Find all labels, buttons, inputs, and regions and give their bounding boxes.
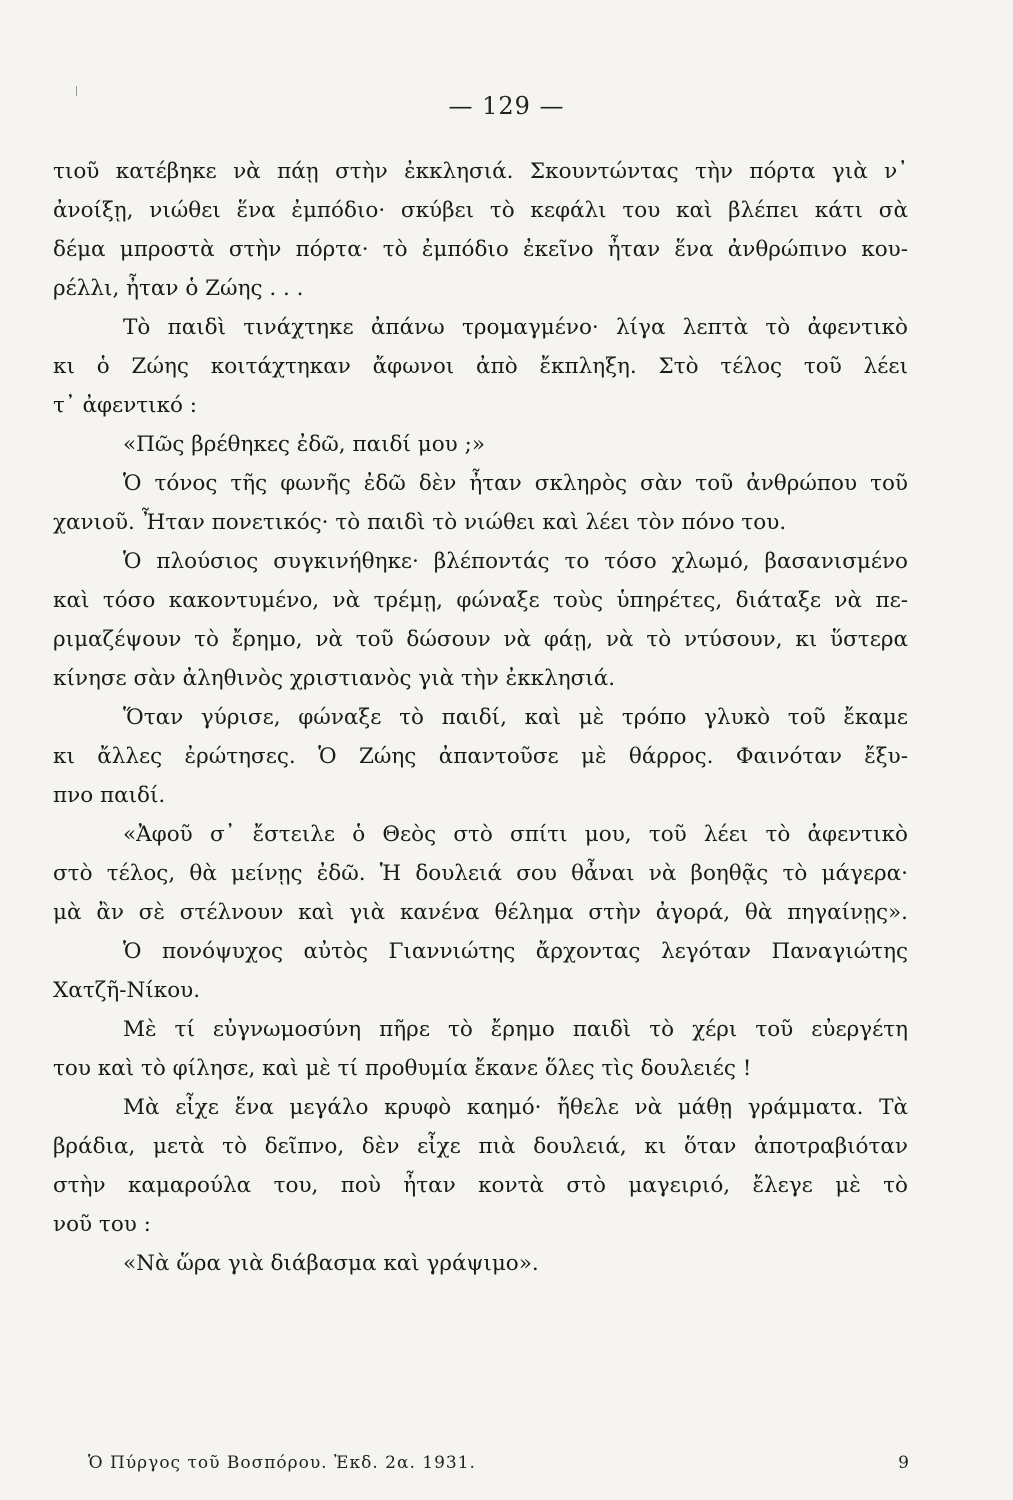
text-line: χανιοῦ. Ἦταν πονετικός· τὸ παιδὶ τὸ νιώθει καὶ λέει τὸν πόνο του.: [53, 510, 787, 535]
text-line: στὸ τέλος, θὰ μείνῃς ἐδῶ. Ἡ δουλειά σου θἆναι νὰ βοηθᾷς τὸ μάγερα·: [53, 861, 908, 886]
text-line: πνο παιδί.: [53, 783, 166, 808]
signature-mark: 9: [898, 1453, 910, 1473]
text-line: Ὁ πονόψυχος αὐτὸς Γιαννιώτης ἄρχοντας λεγόταν Παναγιώτης: [123, 939, 908, 964]
text-line: τιοῦ κατέβηκε νὰ πάῃ στὴν ἐκκλησιά. Σκουντώντας τὴν πόρτα γιὰ ν᾿: [53, 159, 908, 184]
text-line: κίνησε σὰν ἀληθινὸς χριστιανὸς γιὰ τὴν ἐκκλησιά.: [53, 666, 616, 691]
text-line: Τὸ παιδὶ τινάχτηκε ἀπάνω τρομαγμένο· λίγα λεπτὰ τὸ ἀφεντικὸ: [123, 315, 908, 340]
text-line: «Νὰ ὥρα γιὰ διάβασμα καὶ γράψιμο».: [123, 1251, 539, 1276]
text-line: Ὁ πλούσιος συγκινήθηκε· βλέποντάς το τόσο χλωμό, βασανισμένο: [123, 549, 908, 574]
text-line: του καὶ τὸ φίλησε, καὶ μὲ τί προθυμία ἔκανε ὅλες τὶς δουλειές !: [53, 1056, 752, 1081]
text-line: ρέλλι, ἦταν ὁ Ζώης . . .: [53, 276, 304, 301]
text-line: Μὰ εἶχε ἕνα μεγάλο κρυφὸ καημό· ἤθελε νὰ μάθῃ γράμματα. Τὰ: [123, 1095, 908, 1120]
text-line: δέμα μπροστὰ στὴν πόρτα· τὸ ἐμπόδιο ἐκεῖνο ἦταν ἕνα ἀνθρώπινο κου-: [53, 237, 908, 262]
text-line: ἀνοίξῃ, νιώθει ἕνα ἐμπόδιο· σκύβει τὸ κεφάλι του καὶ βλέπει κάτι σὰ: [53, 198, 908, 223]
text-line: τ᾿ ἀφεντικό :: [53, 393, 198, 418]
text-line: ριμαζέψουν τὸ ἔρημο, νὰ τοῦ δώσουν νὰ φάῃ, νὰ τὸ ντύσουν, κι ὕστερα: [53, 627, 908, 652]
text-line: στὴν καμαρούλα του, ποὺ ἦταν κοντὰ στὸ μαγειριό, ἔλεγε μὲ τὸ: [53, 1173, 908, 1198]
text-line: μὰ ἂν σὲ στέλνουν καὶ γιὰ κανένα θέλημα στὴν ἀγορά, θὰ πηγαίνῃς».: [53, 900, 908, 925]
page-number-header: — 129 —: [448, 92, 565, 120]
text-line: «Ἀφοῦ σ᾿ ἔστειλε ὁ Θεὸς στὸ σπίτι μου, τοῦ λέει τὸ ἀφεντικὸ: [123, 822, 908, 847]
text-line: Μὲ τί εὐγνωμοσύνη πῆρε τὸ ἔρημο παιδὶ τὸ χέρι τοῦ εὐεργέτη: [123, 1017, 908, 1042]
page-footer: [88, 1453, 918, 1473]
text-line: καὶ τόσο κακοντυμένο, νὰ τρέμῃ, φώναξε τοὺς ὑπηρέτες, διάταξε νὰ πε-: [53, 588, 908, 613]
text-line: «Πῶς βρέθηκες ἐδῶ, παιδί μου ;»: [123, 432, 485, 457]
text-line: νοῦ του :: [53, 1212, 151, 1237]
text-line: Ὅταν γύρισε, φώναξε τὸ παιδί, καὶ μὲ τρόπο γλυκὸ τοῦ ἔκαμε: [123, 705, 908, 730]
text-line: Χατζῆ-Νίκου.: [53, 978, 201, 1003]
text-line: Ὁ τόνος τῆς φωνῆς ἐδῶ δὲν ἦταν σκληρὸς σὰν τοῦ ἀνθρώπου τοῦ: [123, 471, 908, 496]
page-body: [53, 152, 908, 1283]
text-line: βράδια, μετὰ τὸ δεῖπνο, δὲν εἶχε πιὰ δουλειά, κι ὅταν ἀποτραβιόταν: [53, 1134, 908, 1159]
text-line: κι ἄλλες ἐρώτησες. Ὁ Ζώης ἀπαντοῦσε μὲ θάρρος. Φαινόταν ἔξυ-: [53, 744, 908, 769]
text-line: κι ὁ Ζώης κοιτάχτηκαν ἄφωνοι ἀπὸ ἔκπληξη. Στὸ τέλος τοῦ λέει: [53, 354, 908, 379]
imprint-line: Ὁ Πύργος τοῦ Βοσπόρου. Ἐκδ. 2α. 1931.: [88, 1453, 476, 1473]
